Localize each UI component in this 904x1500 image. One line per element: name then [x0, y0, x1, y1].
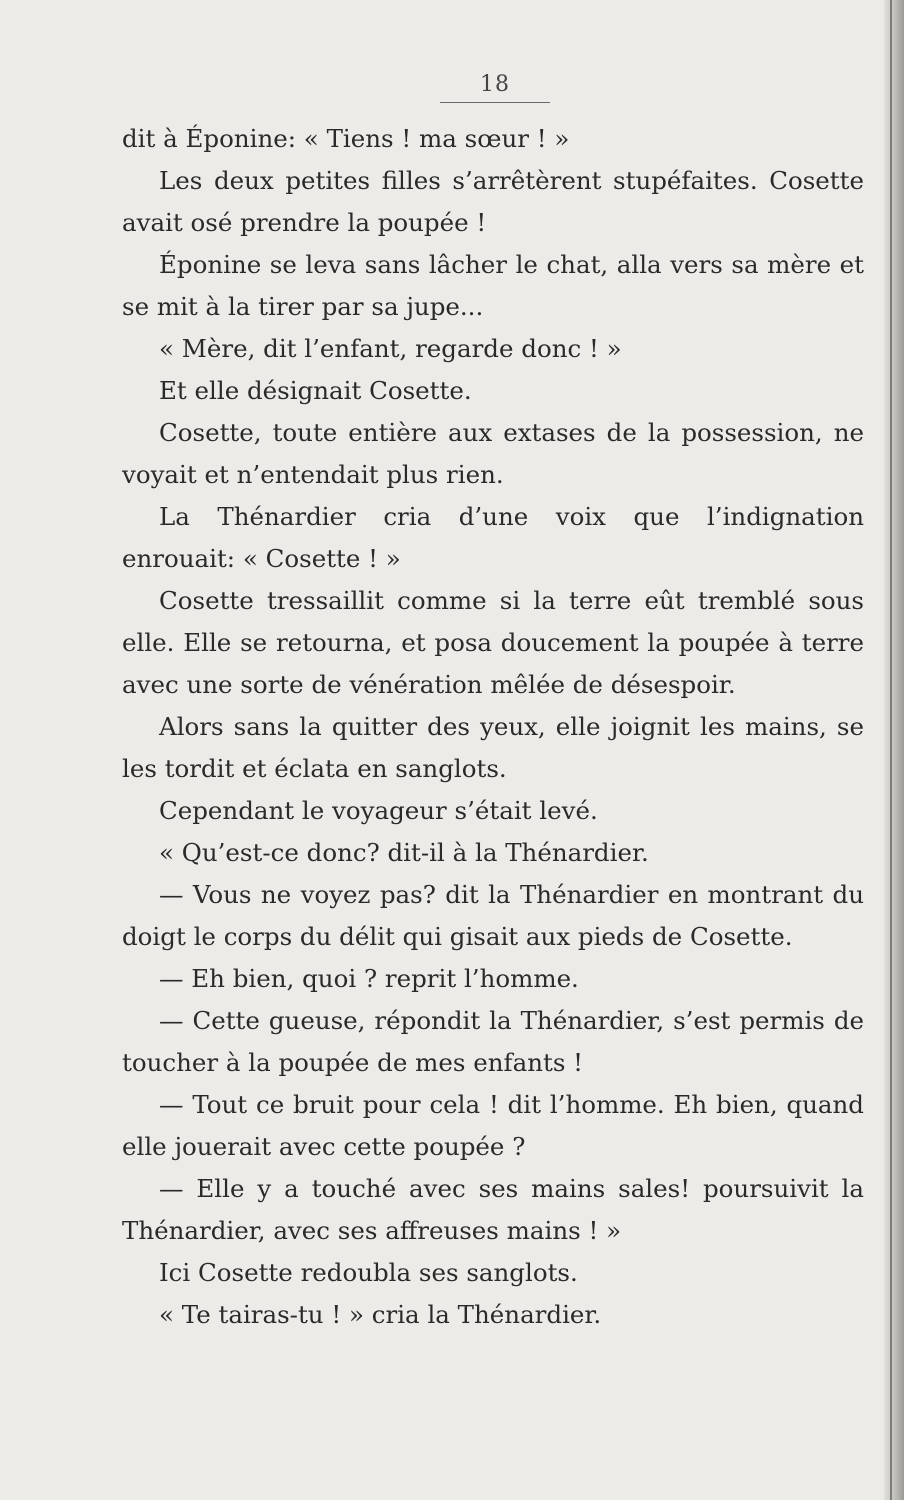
page-edge-shadow: [884, 0, 904, 1500]
paragraph: dit à Éponine: « Tiens ! ma sœur ! »: [122, 124, 570, 153]
paragraph: « Mère, dit l’enfant, regarde donc ! »: [159, 334, 622, 363]
page-number-rule: [440, 102, 550, 103]
page-edge-line: [890, 0, 892, 1500]
paragraph: Éponine se leva sans lâcher le chat, alla vers sa mère et se mit à la tirer par sa jupe...: [122, 250, 864, 321]
paragraph: Et elle désignait Cosette.: [159, 376, 472, 405]
paragraph: Les deux petites filles s’arrêtèrent stupéfaites. Cosette avait osé prendre la poupée !: [122, 166, 864, 237]
paragraph: Alors sans la quitter des yeux, elle joignit les mains, se les tordit et éclata en sanglots.: [122, 712, 864, 783]
paragraph: — Vous ne voyez pas? dit la Thénardier en montrant du doigt le corps du délit qui gisait aux pieds de Cosette.: [122, 880, 864, 951]
paragraph: — Eh bien, quoi ? reprit l’homme.: [159, 964, 579, 993]
page-number: 18: [480, 72, 510, 97]
paragraph: Cosette tressaillit comme si la terre eût tremblé sous elle. Elle se retourna, et posa doucement la poupée à terre avec une sorte de vénération mêlée de désespoir.: [122, 586, 864, 699]
paragraph: « Te tairas-tu ! » cria la Thénardier.: [159, 1300, 602, 1329]
paragraph: Cosette, toute entière aux extases de la possession, ne voyait et n’entendait plus rien.: [122, 418, 864, 489]
paragraph: — Tout ce bruit pour cela ! dit l’homme. Eh bien, quand elle jouerait avec cette poupée ?: [122, 1090, 864, 1161]
body-text: [122, 118, 864, 1336]
paragraph: — Cette gueuse, répondit la Thénardier, s’est permis de toucher à la poupée de mes enfants !: [122, 1006, 864, 1077]
paragraph: « Qu’est-ce donc? dit-il à la Thénardier.: [159, 838, 649, 867]
paragraph: — Elle y a touché avec ses mains sales! poursuivit la Thénardier, avec ses affreuses mains ! »: [122, 1174, 864, 1245]
paragraph: La Thénardier cria d’une voix que l’indignation enrouait: « Cosette ! »: [122, 502, 864, 573]
paragraph: Cependant le voyageur s’était levé.: [159, 796, 598, 825]
paragraph: Ici Cosette redoubla ses sanglots.: [159, 1258, 578, 1287]
